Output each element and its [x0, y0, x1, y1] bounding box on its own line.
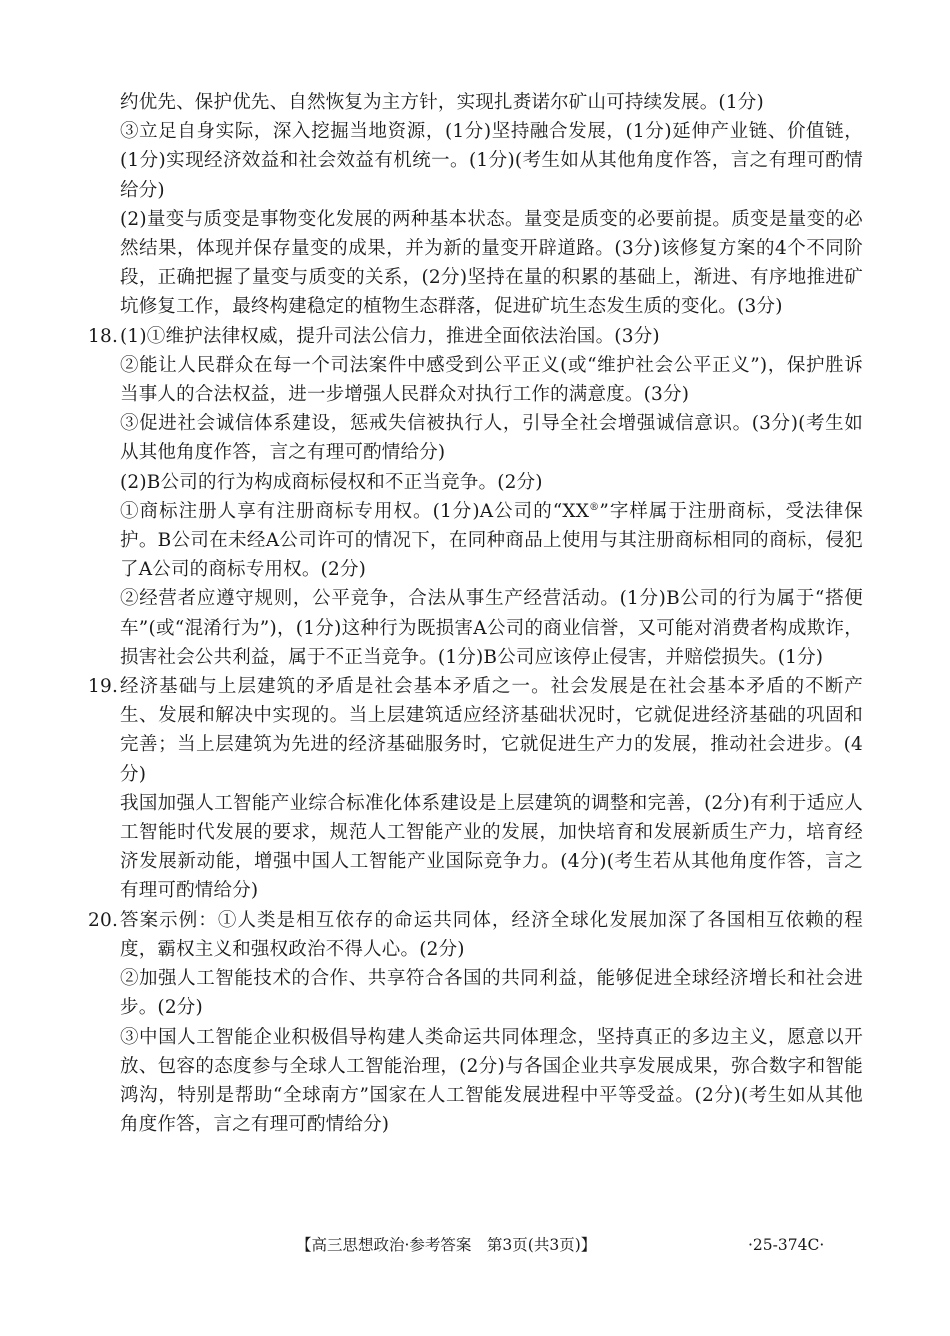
- answer-content: [88, 88, 863, 1139]
- question-number: 20.: [88, 909, 119, 931]
- footer-code: ·25-374C·: [748, 1236, 825, 1254]
- paragraph-text: 我国加强人工智能产业综合标准化体系建设是上层建筑的调整和完善，(2分)有利于适应人工智能时代发展的要求，规范人工智能产业的发展，加快培育和发展新质生产力，培育经济发展新动能，增强中国人工智能产业国际竞争力。(4分)(考生若从其他角度作答，言之有理可酌情给分): [120, 792, 863, 902]
- answer-paragraph: [88, 117, 863, 205]
- paragraph-text: 约优先、保护优先、自然恢复为主方针，实现扎赉诺尔矿山可持续发展。(1分): [120, 92, 764, 113]
- paragraph-text: ③促进社会诚信体系建设，惩戒失信被执行人，引导全社会增强诚信意识。(3分)(考生如从其他角度作答，言之有理可酌情给分): [120, 413, 863, 464]
- answer-paragraph: [88, 351, 863, 409]
- question-number: 19.: [88, 676, 119, 698]
- question-18: [88, 322, 863, 351]
- question-19: [88, 672, 863, 789]
- paragraph-text: (2)量变与质变是事物变化发展的两种基本状态。量变是质变的必要前提。质变是量变的必然结果，体现并保存量变的成果，并为新的量变开辟道路。(3分)该修复方案的4个不同阶段，正确把握了量变与质变的关系，(2分)坚持在量的积累的基础上，渐进、有序地推进矿坑修复工作，最终构建稳定的植物生态群落，促进矿坑生态发生质的变化。(3分): [120, 208, 863, 318]
- paragraph-text-part-b: ”字样属于注册商标，受法律保护。B公司在未经A公司许可的情况下，在同种商品上使用与其注册商标相同的商标，侵犯了A公司的商标专用权。(2分): [120, 500, 863, 581]
- answer-paragraph: [88, 409, 863, 467]
- paragraph-text: ③立足自身实际，深入挖掘当地资源，(1分)坚持融合发展，(1分)延伸产业链、价值链，(1分)实现经济效益和社会效益有机统一。(1分)(考生如从其他角度作答，言之有理可酌情给分): [120, 121, 863, 201]
- page-footer: [0, 1232, 950, 1258]
- paragraph-text: ③中国人工智能企业积极倡导构建人类命运共同体理念，坚持真正的多边主义，愿意以开放、包容的态度参与全球人工智能治理，(2分)与各国企业共享发展成果，弥合数字和智能鸿沟，特别是帮助“全球南方”国家在人工智能发展进程中平等受益。(2分)(考生如从其他角度作答，言之有理可酌情给分): [120, 1026, 863, 1136]
- answer-paragraph: [88, 205, 863, 322]
- answer-paragraph: [88, 1023, 863, 1140]
- answer-paragraph: [88, 497, 863, 585]
- paragraph-text: 答案示例：①人类是相互依存的命运共同体，经济全球化发展加深了各国相互依赖的程度，霸权主义和强权政治不得人心。(2分): [120, 909, 863, 960]
- question-20: [88, 906, 863, 964]
- paragraph-text: ②能让人民群众在每一个司法案件中感受到公平正义(或“维护社会公平正义”)，保护胜诉当事人的合法权益，进一步增强人民群众对执行工作的满意度。(3分): [120, 354, 863, 406]
- answer-paragraph: [88, 88, 863, 117]
- answer-paragraph: [88, 468, 863, 497]
- paragraph-text-part-a: ①商标注册人享有注册商标专用权。(1分)A公司的“XX: [120, 500, 590, 522]
- answer-paragraph: [88, 964, 863, 1022]
- footer-title: 【高三思想政治·参考答案 第3页(共3页)】: [296, 1236, 597, 1254]
- paragraph-text: ②经营者应遵守规则，公平竞争，合法从事生产经营活动。(1分)B公司的行为属于“搭便车”(或“混淆行为”)，(1分)这种行为既损害A公司的商业信誉，又可能对消费者构成欺诈，损害社会公共利益，属于不正当竞争。(1分)B公司应该停止侵害，并赔偿损失。(1分): [120, 588, 863, 668]
- paragraph-text: (1)①维护法律权威，提升司法公信力，推进全面依法治国。(3分): [120, 325, 660, 347]
- answer-paragraph: [88, 584, 863, 672]
- registered-mark: ®: [589, 501, 600, 513]
- paragraph-text: ②加强人工智能技术的合作、共享符合各国的共同利益，能够促进全球经济增长和社会进步。(2分): [120, 968, 863, 1019]
- paragraph-text: 经济基础与上层建筑的矛盾是社会基本矛盾之一。社会发展是在社会基本矛盾的不断产生、发展和解决中实现的。当上层建筑适应经济基础状况时，它就促进经济基础的巩固和完善；当上层建筑为先进的经济基础服务时，它就促进生产力的发展，推动社会进步。(4分): [120, 676, 863, 785]
- answer-paragraph: [88, 789, 863, 906]
- question-number: 18.: [88, 325, 119, 347]
- paragraph-text: (2)B公司的行为构成商标侵权和不正当竞争。(2分): [120, 471, 543, 493]
